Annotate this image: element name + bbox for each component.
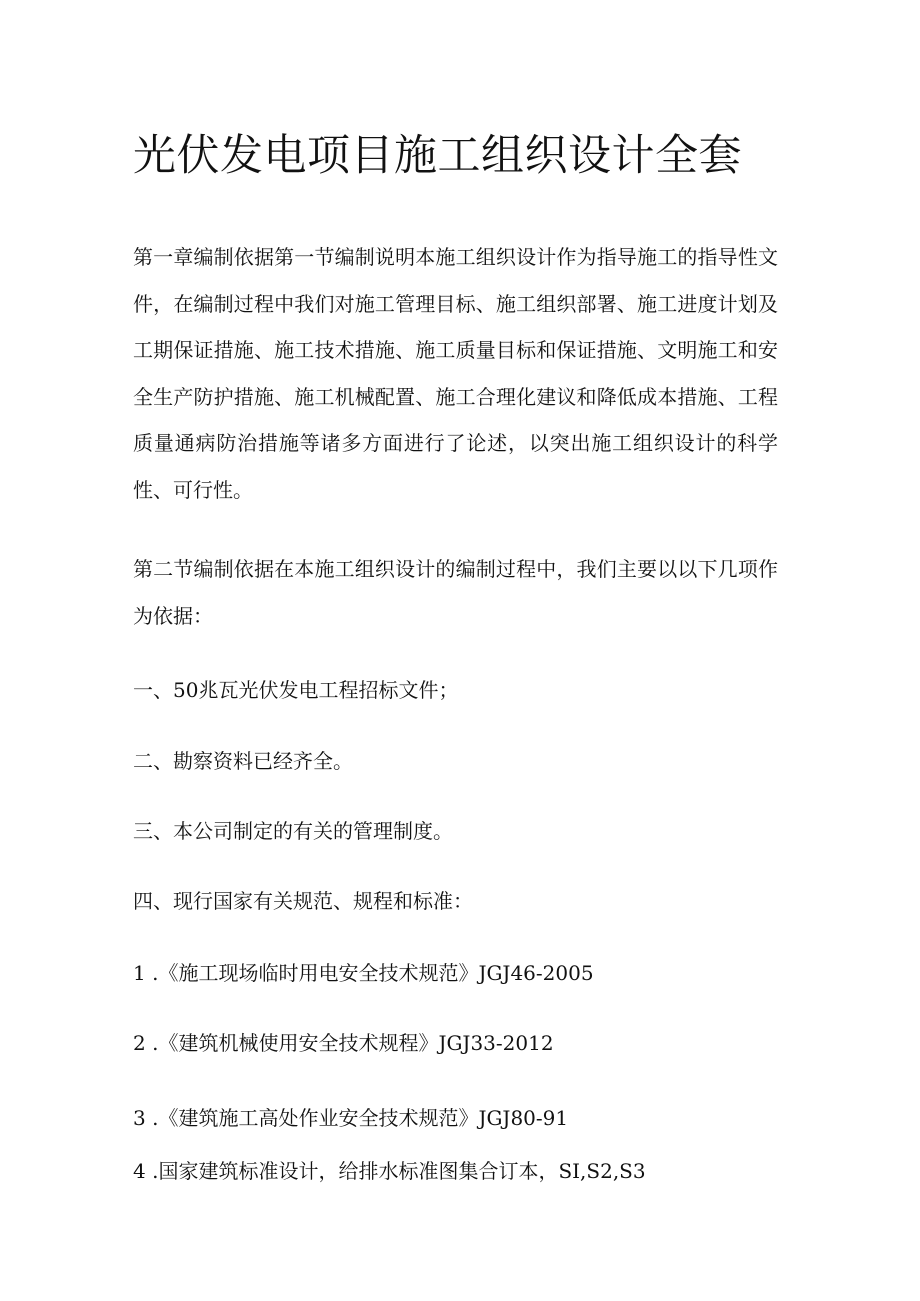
paragraph-compilation-basis: 第二节编制依据在本施工组织设计的编制过程中，我们主要以以下几项作为依据： <box>133 557 778 628</box>
document-title: 光伏发电项目施工组织设计全套 <box>133 131 742 181</box>
basis-item: 三、本公司制定的有关的管理制度。 <box>133 819 453 843</box>
standard-item: 3 .《建筑施工高处作业安全技术规范》JGJ80-91 <box>133 1106 569 1130</box>
paragraph-compilation-notes: 第一章编制依据第一节编制说明本施工组织设计作为指导施工的指导性文件，在编制过程中我们对施工管理目标、施工组织部署、施工进度计划及工期保证措施、施工技术措施、施工质量目标和保证措施、文明施工和安全生产防护措施、施工机械配置、施工合理化建议和降低成本措施、工程质量通病防治措施等诸多方面进行了论述，以突出施工组织设计的科学性、可行性。 <box>133 245 778 502</box>
standard-item: 1 .《施工现场临时用电安全技术规范》JGJ46-2005 <box>133 961 594 985</box>
basis-item: 二、勘察资料已经齐全。 <box>133 749 353 773</box>
standard-item: 4 .国家建筑标准设计，给排水标准图集合订本，SI,S2,S3 <box>133 1159 646 1183</box>
basis-item: 一、50兆瓦光伏发电工程招标文件； <box>133 678 459 702</box>
standard-item: 2 .《建筑机械使用安全技术规程》JGJ33-2012 <box>133 1031 554 1055</box>
basis-item: 四、现行国家有关规范、规程和标准： <box>133 889 473 913</box>
